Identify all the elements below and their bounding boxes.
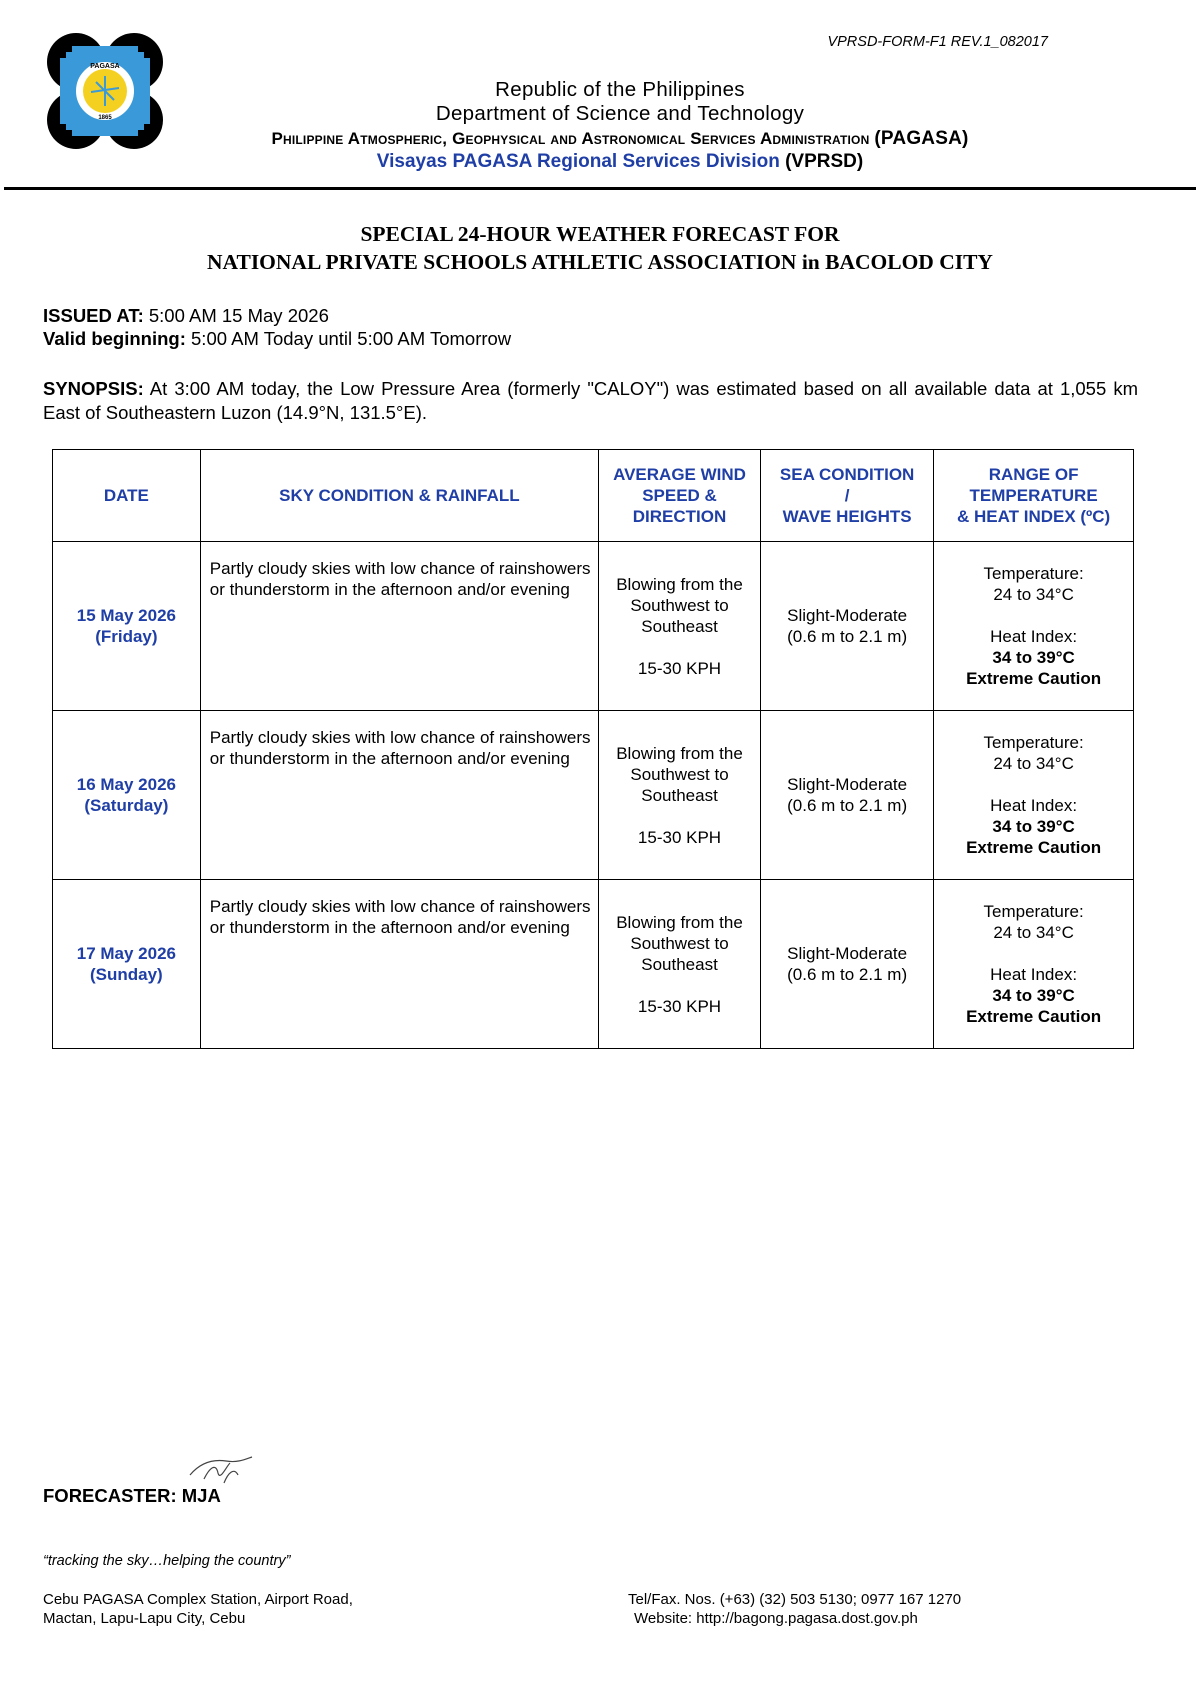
cell-temp [934,880,1134,1049]
valid-value: 5:00 AM Today until 5:00 AM Tomorrow [191,328,512,349]
heat-index-level: Extreme Caution [966,1007,1102,1026]
header-sea [761,450,934,542]
heat-index-label: Heat Index: [990,627,1078,646]
sea-condition: Slight-Moderate [787,606,908,625]
footer-telephone: Tel/Fax. Nos. (+63) (32) 503 5130; 0977 167 1270 [628,1591,962,1608]
heat-index-level: Extreme Caution [966,669,1102,688]
forecast-table [52,449,1134,1049]
issued-value: 5:00 AM 15 May 2026 [148,305,329,326]
agency-acronym: (PAGASA) [874,128,969,149]
valid-period [43,328,511,350]
synopsis-text: At 3:00 AM today, the Low Pressure Area (formerly "CALOY") was estimated based on all available data at 1,055 km East of Southeastern Luzon (14.9°N, 131.5°E). [43,378,1138,423]
temp-label: Temperature: [983,564,1084,583]
wind-line: Southeast [641,785,718,805]
header-divider [4,187,1196,190]
division-acronym: (VPRSD) [785,151,864,172]
header-sea-line: WAVE HEIGHTS [782,507,912,526]
heat-index-label: Heat Index: [990,965,1078,984]
table-row [53,542,1134,711]
cell-sea [761,542,934,711]
cell-sky: Partly cloudy skies with low chance of rainshowers or thunderstorm in the afternoon and/or evening [200,542,598,711]
cell-wind [599,880,761,1049]
table-header-row [53,450,1134,542]
forecaster-label: FORECASTER: [43,1485,177,1506]
temp-value: 24 to 34°C [993,923,1074,942]
pagasa-logo [46,32,164,150]
temp-value: 24 to 34°C [993,585,1074,604]
temp-label: Temperature: [983,733,1084,752]
sea-condition: Slight-Moderate [787,944,908,963]
heat-index-level: Extreme Caution [966,838,1102,857]
header-sea-line: / [844,486,850,505]
logo-text: PAGASA [90,63,120,70]
sea-condition: Slight-Moderate [787,775,908,794]
forecaster-signature [186,1453,256,1487]
division-name: Visayas PAGASA Regional Services Division [376,151,780,172]
cell-wind [599,542,761,711]
wind-line: Blowing from the [616,743,743,763]
heat-index-value: 34 to 39°C [992,986,1075,1005]
header-date: DATE [53,450,201,542]
header-wind-line: SPEED & [642,486,717,505]
header-wind-line: AVERAGE WIND [613,465,746,484]
wind-speed: 15-30 KPH [637,996,722,1016]
wave-height: (0.6 m to 2.1 m) [787,627,908,646]
title-line-1: SPECIAL 24-HOUR WEATHER FORECAST FOR [360,222,840,246]
temp-label: Temperature: [983,902,1084,921]
header-temp [934,450,1134,542]
date-value: 16 May 2026 [76,775,176,794]
wind-line: Blowing from the [616,912,743,932]
day-value: (Friday) [95,627,158,646]
header-republic: Republic of the Philippines [495,78,745,101]
header-division [180,151,1060,173]
wind-line: Southwest to [630,764,729,784]
cell-sea [761,711,934,880]
heat-index-value: 34 to 39°C [992,648,1075,667]
wind-line: Southwest to [630,933,729,953]
cell-temp [934,542,1134,711]
header-wind-line: DIRECTION [632,507,727,526]
cell-wind [599,711,761,880]
header-sky: SKY CONDITION & RAINFALL [200,450,598,542]
table-row [53,880,1134,1049]
wind-line: Blowing from the [616,574,743,594]
forecaster-value: MJA [181,1485,221,1506]
wind-speed: 15-30 KPH [637,827,722,847]
footer-website: Website: http://bagong.pagasa.dost.gov.ph [634,1610,918,1627]
document-title [60,220,1140,276]
wind-speed: 15-30 KPH [637,658,722,678]
day-value: (Sunday) [90,965,163,984]
cell-date [53,711,201,880]
header-wind [599,450,761,542]
header-sea-line: SEA CONDITION [779,465,915,484]
form-code: VPRSD-FORM-F1 REV.1_082017 [827,34,1048,50]
cell-date [53,542,201,711]
tagline: “tracking the sky…helping the country” [43,1553,291,1569]
title-line-2: NATIONAL PRIVATE SCHOOLS ATHLETIC ASSOCIATION in BACOLOD CITY [207,250,993,274]
day-value: (Saturday) [84,796,169,815]
cell-date [53,880,201,1049]
date-value: 17 May 2026 [76,944,176,963]
wind-line: Southwest to [630,595,729,615]
synopsis [43,377,1138,425]
header-agency [180,128,1060,150]
cell-sea [761,880,934,1049]
table-row [53,711,1134,880]
header-temp-line: TEMPERATURE [969,486,1098,505]
footer-address-line-2: Mactan, Lapu-Lapu City, Cebu [43,1610,246,1627]
wave-height: (0.6 m to 2.1 m) [787,796,908,815]
wave-height: (0.6 m to 2.1 m) [787,965,908,984]
cell-temp [934,711,1134,880]
valid-label: Valid beginning: [43,328,186,349]
date-value: 15 May 2026 [76,606,176,625]
synopsis-label: SYNOPSIS: [43,378,144,399]
logo-year: 1865 [98,115,112,121]
footer-address-line-1: Cebu PAGASA Complex Station, Airport Road, [43,1591,353,1608]
issued-label: ISSUED AT: [43,305,144,326]
cell-sky: Partly cloudy skies with low chance of rainshowers or thunderstorm in the afternoon and/or evening [200,880,598,1049]
header-department: Department of Science and Technology [435,102,805,125]
forecaster [43,1485,221,1507]
agency-name: Philippine Atmospheric, Geophysical and Astronomical Services Administration [271,129,870,148]
wind-line: Southeast [641,954,718,974]
header-temp-line: & HEAT INDEX (ºC) [956,507,1111,526]
wind-line: Southeast [641,616,718,636]
header-temp-line: RANGE OF [988,465,1079,484]
issued-at [43,305,329,327]
temp-value: 24 to 34°C [993,754,1074,773]
heat-index-label: Heat Index: [990,796,1078,815]
heat-index-value: 34 to 39°C [992,817,1075,836]
cell-sky: Partly cloudy skies with low chance of rainshowers or thunderstorm in the afternoon and/or evening [200,711,598,880]
